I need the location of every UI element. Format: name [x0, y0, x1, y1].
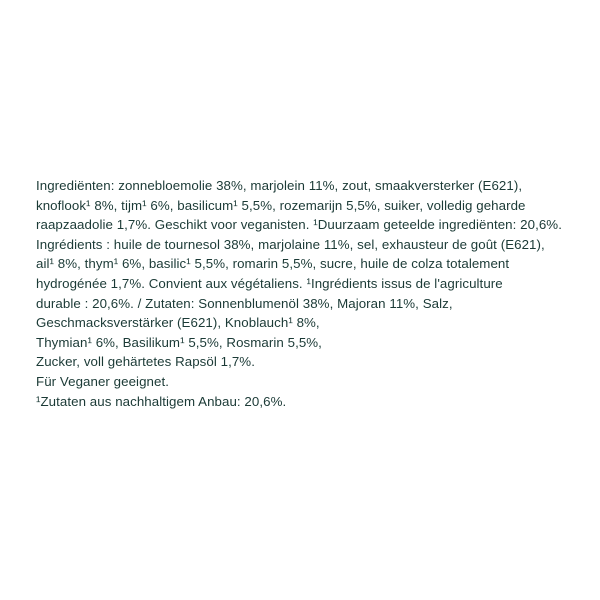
ingredients-line: knoflook¹ 8%, tijm¹ 6%, basilicum¹ 5,5%, rozemarijn 5,5%, suiker, volledig geharde — [36, 197, 526, 213]
ingredients-line: Thymian¹ 6%, Basilikum¹ 5,5%, Rosmarin 5,5%, — [36, 334, 322, 350]
ingredients-line: durable : 20,6%. / Zutaten: Sonnenblumenöl 38%, Majoran 11%, Salz, — [36, 295, 453, 311]
ingredients-line: raapzaadolie 1,7%. Geschikt voor veganisten. ¹Duurzaam geteelde ingrediënten: 20,6%. — [36, 217, 562, 233]
ingredients-line: hydrogénée 1,7%. Convient aux végétaliens. ¹Ingrédients issus de l'agriculture — [36, 275, 503, 291]
ingredients-line: Zucker, voll gehärtetes Rapsöl 1,7%. — [36, 354, 255, 370]
ingredients-line: Für Veganer geeignet. — [36, 373, 169, 389]
ingredients-text-block — [36, 176, 564, 411]
ingredients-line: Ingrediënten: zonnebloemolie 38%, marjolein 11%, zout, smaakversterker (E621), — [36, 178, 523, 193]
ingredients-line: ail¹ 8%, thym¹ 6%, basilic¹ 5,5%, romarin 5,5%, sucre, huile de colza totalement — [36, 256, 510, 272]
ingredients-line: Ingrédients : huile de tournesol 38%, marjolaine 11%, sel, exhausteur de goût (E621), — [36, 236, 545, 252]
ingredients-line: ¹Zutaten aus nachhaltigem Anbau: 20,6%. — [36, 393, 287, 409]
ingredients-line: Geschmacksverstärker (E621), Knoblauch¹ 8%, — [36, 315, 320, 331]
